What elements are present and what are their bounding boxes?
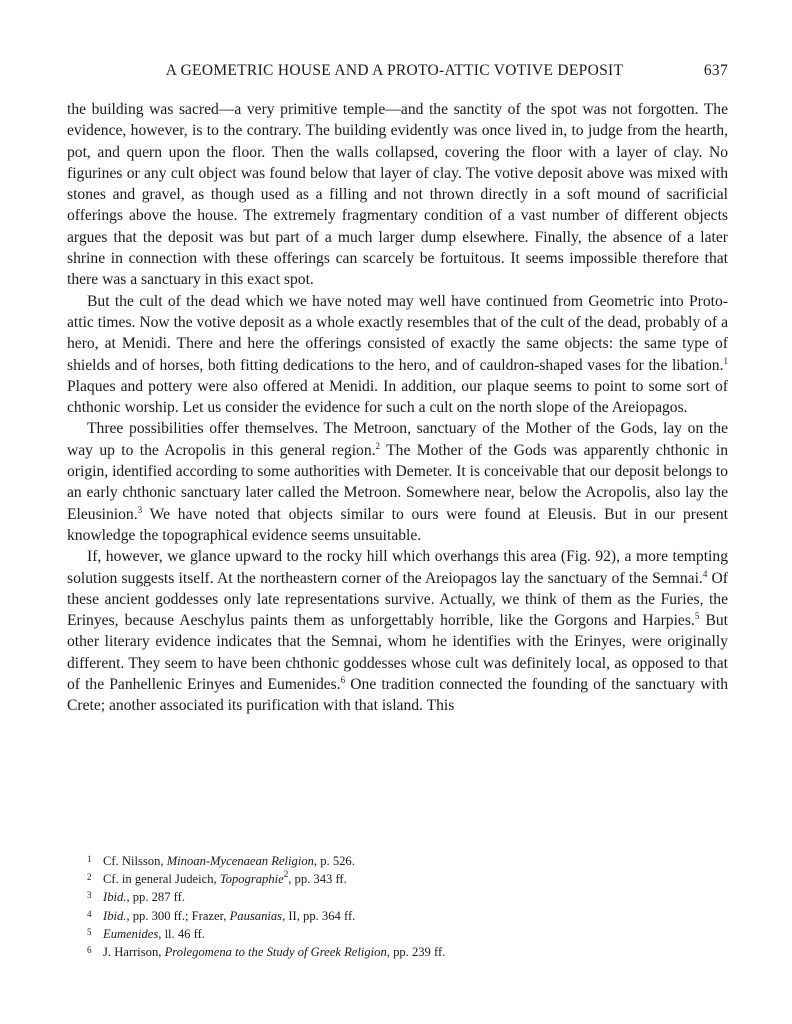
footnote-text	[103, 943, 727, 961]
footnote-ref: 2	[375, 440, 381, 451]
text-run: Cf. Nilsson,	[103, 854, 167, 868]
footnote-number: 3	[87, 890, 92, 901]
text-run: Cf. in general Judeich,	[103, 872, 220, 887]
footnote-ref: 1	[723, 355, 728, 366]
footnote-number: 2	[87, 872, 92, 883]
text-run: If, however, we glance upward to the rocky hill which overhangs this area (Fig. 92), a more tempting solution suggests itself. At the northeastern corner of the Areiopagos lay the sanctuary of the Semnai.	[67, 548, 728, 587]
footnote	[87, 907, 727, 925]
footnote-text	[103, 925, 727, 943]
footnote-number: 5	[87, 926, 92, 937]
text-run: , pp. 343 ff.	[288, 872, 347, 887]
italic-title: Prolegomena to the Study of Greek Religion	[164, 945, 387, 960]
footnote	[87, 925, 727, 943]
paragraph	[67, 99, 728, 291]
footnote-ref: 6	[340, 675, 346, 686]
paragraph	[67, 291, 728, 419]
paragraph	[67, 546, 728, 716]
footnote-text	[103, 907, 727, 925]
text-run: , p. 526.	[313, 854, 355, 868]
page-number: 637	[703, 62, 728, 79]
italic-title: Topographie	[219, 872, 284, 887]
text-run: Three possibilities offer themselves. The Metroon, sanctuary of the Mother of the Gods, lay on the way up to the Acropolis in this general region.	[67, 420, 728, 459]
footnote-text	[103, 888, 727, 906]
body-text	[67, 99, 728, 717]
footnote-ref: 4	[702, 568, 708, 579]
italic-title: Ibid.	[103, 908, 127, 923]
footnote-ref: 5	[694, 611, 700, 622]
page	[67, 62, 728, 717]
text-run: Of these ancient goddesses only late representations survive. Actually, we think of them as the Furies, the Erinyes, because Aeschylus paints them as unforgettably horrible, like the Gorgons and Harpies.	[67, 569, 728, 630]
text-run: One tradition connected the founding of the sanctuary with Crete; another associated its purification with that island. This	[67, 676, 728, 715]
text-run: The Mother of the Gods was apparently chthonic in origin, identified according to some authorities with Demeter. It is conceivable that our deposit belongs to an early chthonic sanctuary later called the Metroon. Somewhere near, below the Acropolis, also lay the Eleusinion.	[67, 441, 728, 523]
text-run: the building was sacred—a very primitive temple—and the sanctity of the spot was not forgotten. The evidence, however, is to the contrary. The building evidently was once lived in, to judge from the hearth, pot, and quern upon the floor. Then the walls collapsed, covering the floor with a layer of clay. No figurines or any cult object was found below that layer of clay. The votive deposit above was mixed with stones and gravel, as though used as a filling and not thrown directly in a soft mound of sacrificial offerings above the house. The extremely fragmentary condition of a vast number of different objects argues that the deposit was but part of a much larger dump elsewhere. Finally, the absence of a later shrine in connection with these offerings can scarcely be fortuitous. It seems impossible therefore that there was a sanctuary in this exact spot.	[67, 101, 728, 289]
italic-title: Ibid.	[103, 890, 127, 905]
text-run: J. Harrison,	[103, 945, 165, 960]
text-run: , II, pp. 364 ff.	[282, 908, 356, 923]
footnote-ref: 2	[283, 869, 289, 880]
footnote	[87, 870, 727, 888]
text-run: , pp. 300 ff.; Frazer,	[126, 908, 230, 923]
footnote-number: 1	[87, 854, 92, 864]
italic-title: Minoan-Mycenaean Religion	[166, 854, 314, 868]
footnote-text	[103, 852, 727, 870]
footnotes	[87, 852, 727, 961]
footnote	[87, 888, 727, 906]
text-run: , ll. 46 ff.	[158, 926, 205, 941]
text-run: , pp. 239 ff.	[386, 945, 446, 960]
running-header	[67, 62, 728, 84]
text-run: But other literary evidence indicates that the Semnai, whom he identifies with the Erinyes, were originally different. They seem to have been chthonic goddesses whose cult was definitely local, as opposed to that of the Panhellenic Erinyes and Eumenides.	[67, 612, 728, 694]
paragraph	[67, 418, 728, 546]
footnote	[87, 852, 727, 870]
text-run: We have noted that objects similar to ours were found at Eleusis. But in our present knowledge the topographical evidence seems unsuitable.	[67, 505, 728, 544]
running-title: A GEOMETRIC HOUSE AND A PROTO-ATTIC VOTIVE DEPOSIT	[165, 62, 624, 79]
italic-title: Eumenides	[103, 926, 159, 941]
text-run: But the cult of the dead which we have noted may well have continued from Geometric into Proto-attic times. Now the votive deposit as a whole exactly resembles that of the cult of the dead, probably of a hero, at Menidi. There and here the offerings consisted of exactly the same objects: the same type of shields and of horses, both fitting dedications to the hero, and of cauldron-shaped vases for the libation.	[67, 292, 728, 374]
footnote-ref: 3	[137, 504, 143, 515]
footnote-text	[103, 870, 727, 888]
footnote-number: 4	[87, 908, 92, 919]
italic-title: Pausanias	[229, 908, 283, 923]
footnote	[87, 943, 727, 961]
footnote-number: 6	[87, 945, 92, 956]
text-run: Plaques and pottery were also offered at Menidi. In addition, our plaque seems to point to some sort of chthonic worship. Let us consider the evidence for such a cult on the north slope of the Areiopagos.	[67, 377, 728, 417]
text-run: , pp. 287 ff.	[126, 890, 185, 905]
